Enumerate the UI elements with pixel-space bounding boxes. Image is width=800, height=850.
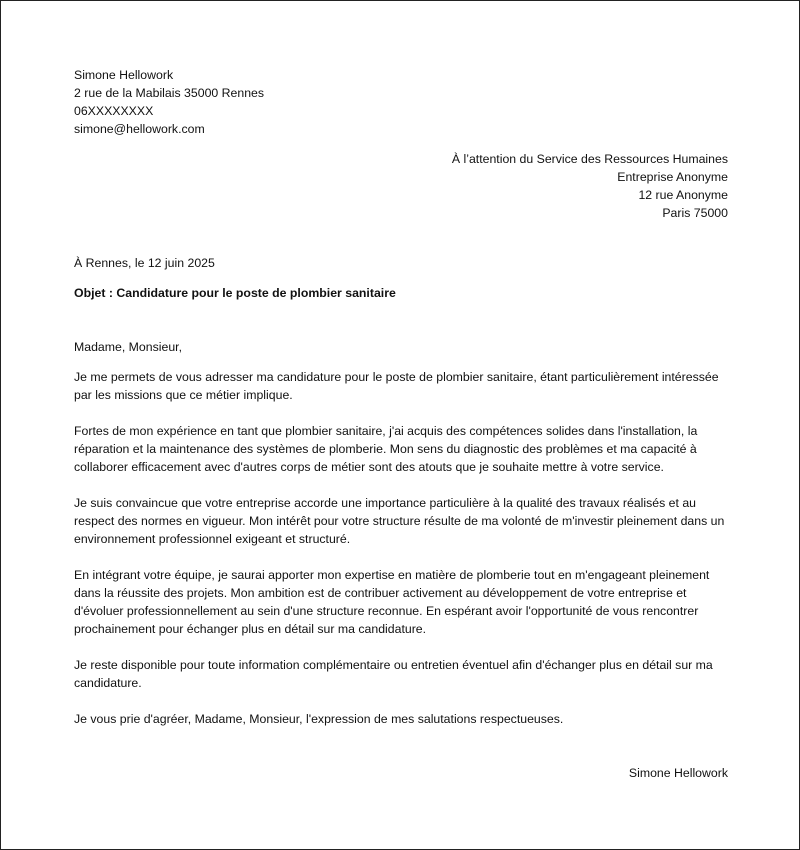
body-paragraph-3: Je suis convaincue que votre entreprise accorde une importance particulière à la qualité des travaux réalisés et au respect des normes en vigueur. Mon intérêt pour votre structure résulte de ma volonté de m'investir pleinement dans un environnement professionnel exigeant et structuré. [74, 496, 725, 546]
cover-letter [74, 66, 728, 782]
closing-formula: Je vous prie d'agréer, Madame, Monsieur, l'expression de mes salutations respectueuses. [74, 712, 564, 726]
sender-address: 2 rue de la Mabilais 35000 Rennes [74, 86, 265, 100]
sender-name: Simone Hellowork [74, 68, 174, 82]
sender-block [74, 66, 728, 138]
recipient-city: Paris 75000 [662, 206, 728, 220]
recipient-street: 12 rue Anonyme [638, 188, 728, 202]
letter-date: À Rennes, le 12 juin 2025 [74, 256, 215, 270]
recipient-company: Entreprise Anonyme [617, 170, 728, 184]
sender-phone: 06XXXXXXXX [74, 104, 154, 118]
letter-subject: Objet : Candidature pour le poste de plombier sanitaire [74, 286, 396, 300]
body-paragraph-5: Je reste disponible pour toute information complémentaire ou entretien éventuel afin d'échanger plus en détail sur ma candidature. [74, 658, 713, 690]
signature: Simone Hellowork [628, 766, 728, 780]
recipient-attention: À l’attention du Service des Ressources Humaines [451, 152, 728, 166]
salutation: Madame, Monsieur, [74, 340, 182, 354]
body-paragraph-2: Fortes de mon expérience en tant que plombier sanitaire, j'ai acquis des compétences solides dans l'installation, la réparation et la maintenance des systèmes de plomberie. Mon sens du diagnostic des problèmes et ma capacité à collaborer efficacement avec d'autres corps de métier sont des atouts que je souhaite mettre à votre service. [74, 424, 698, 474]
sender-email: simone@hellowork.com [74, 122, 205, 136]
recipient-block [74, 150, 728, 222]
body-paragraph-1: Je me permets de vous adresser ma candidature pour le poste de plombier sanitaire, étant particulièrement intéressée par les missions que ce métier implique. [74, 370, 719, 402]
body-paragraph-4: En intégrant votre équipe, je saurai apporter mon expertise en matière de plomberie tout en m'engageant pleinement dans la réussite des projets. Mon ambition est de contribuer activement au développement de votre entreprise et d'évoluer professionnellement au sein d'une structure reconnue. En espérant avoir l'opportunité de vous rencontrer prochainement pour échanger plus en détail sur ma candidature. [74, 568, 710, 636]
